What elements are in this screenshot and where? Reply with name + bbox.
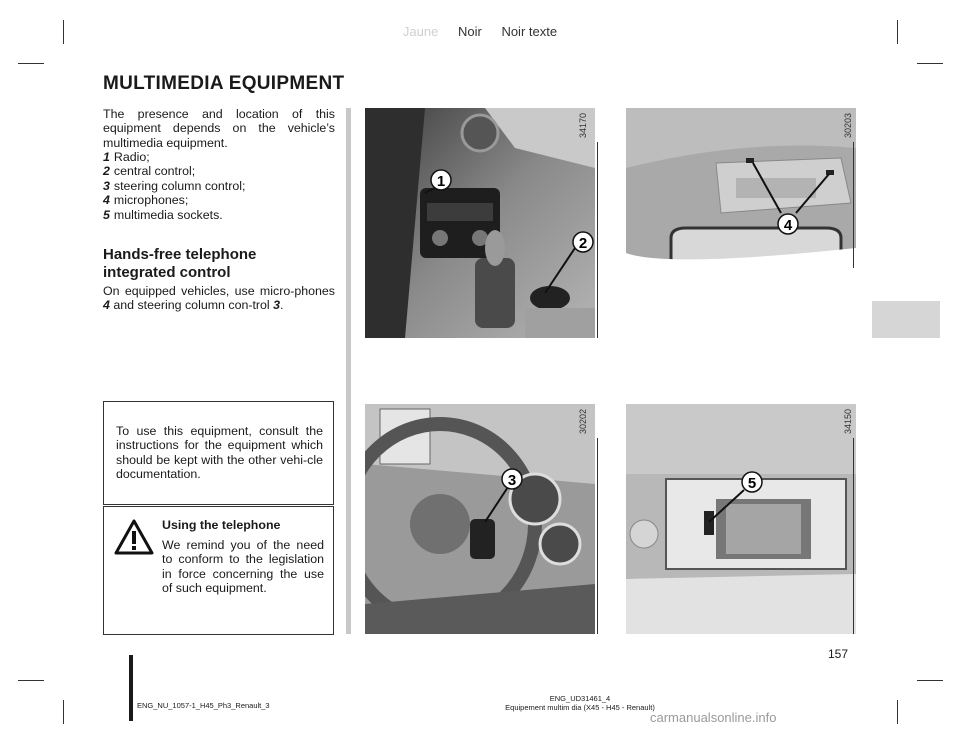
crop-mark (63, 700, 64, 724)
warning-body: We remind you of the need to conform to the legislation in force concerning the use of such equipment. (162, 538, 324, 596)
print-color-header (0, 24, 960, 39)
equipment-list (103, 150, 335, 222)
callout-2 (573, 232, 593, 252)
photo-ref: 30203 (843, 112, 853, 138)
footer-left: ENG_NU_1057-1_H45_Ph3_Renault_3 (137, 701, 270, 710)
photo-roof-microphones (626, 108, 856, 276)
ref-line (853, 438, 854, 634)
callout-1 (431, 170, 451, 190)
handsfree-paragraph: On equipped vehicles, use micro-phones 4 and steering column con-trol 3. (103, 284, 335, 313)
photo-steering-column (365, 404, 595, 634)
crop-mark (897, 700, 898, 724)
callout-3 (502, 469, 522, 489)
svg-text:1: 1 (436, 173, 446, 190)
list-item: 1 Radio; (103, 150, 150, 164)
page-title: MULTIMEDIA EQUIPMENT (103, 73, 345, 94)
note-box (103, 401, 334, 505)
list-item: 2 central control; (103, 164, 196, 179)
color-label-noir-texte: Noir texte (501, 24, 558, 39)
intro-paragraph: The presence and location of this equipment depends on the vehicle’s multimedia equipment. (103, 107, 335, 150)
color-label-noir: Noir (457, 24, 482, 39)
ref-line (853, 142, 854, 268)
list-item: 3 steering column control; (103, 178, 246, 193)
section-heading: Hands-free telephone integrated control (103, 246, 257, 281)
crop-mark (18, 680, 44, 681)
page-number: 157 (828, 647, 849, 661)
crop-mark (18, 63, 44, 64)
ref-line (597, 438, 598, 634)
callout-5 (742, 472, 762, 492)
svg-text:3: 3 (507, 472, 517, 489)
ref-line (597, 142, 598, 338)
note-text: To use this equipment, consult the instructions for the equipment which should be kept with the other vehi-cle documentation. (116, 424, 323, 482)
svg-text:2: 2 (578, 235, 588, 252)
watermark: carmanualsonline.info (650, 710, 777, 725)
svg-text:4: 4 (783, 217, 793, 234)
list-item: 5 multimedia sockets. (103, 207, 223, 222)
warning-box (103, 506, 334, 635)
column-divider (346, 108, 351, 634)
callout-4 (778, 214, 798, 234)
chapter-tab (872, 301, 940, 338)
list-item: 4 microphones; (103, 193, 189, 208)
photo-ref: 34150 (843, 408, 853, 434)
crop-mark (917, 63, 943, 64)
crop-mark (917, 680, 943, 681)
photo-armrest-sockets (626, 404, 856, 634)
photo-center-console (365, 108, 595, 338)
color-label-jaune: Jaune (402, 24, 439, 39)
footer-right: ENG_UD31461_4 Equipement multim dia (X45 - H45 - Renault) (505, 694, 655, 712)
footer-bar (129, 655, 133, 721)
warning-title: Using the telephone (162, 518, 281, 532)
photo-ref: 34170 (578, 112, 588, 138)
svg-text:5: 5 (747, 475, 757, 492)
photo-ref: 30202 (578, 408, 588, 434)
